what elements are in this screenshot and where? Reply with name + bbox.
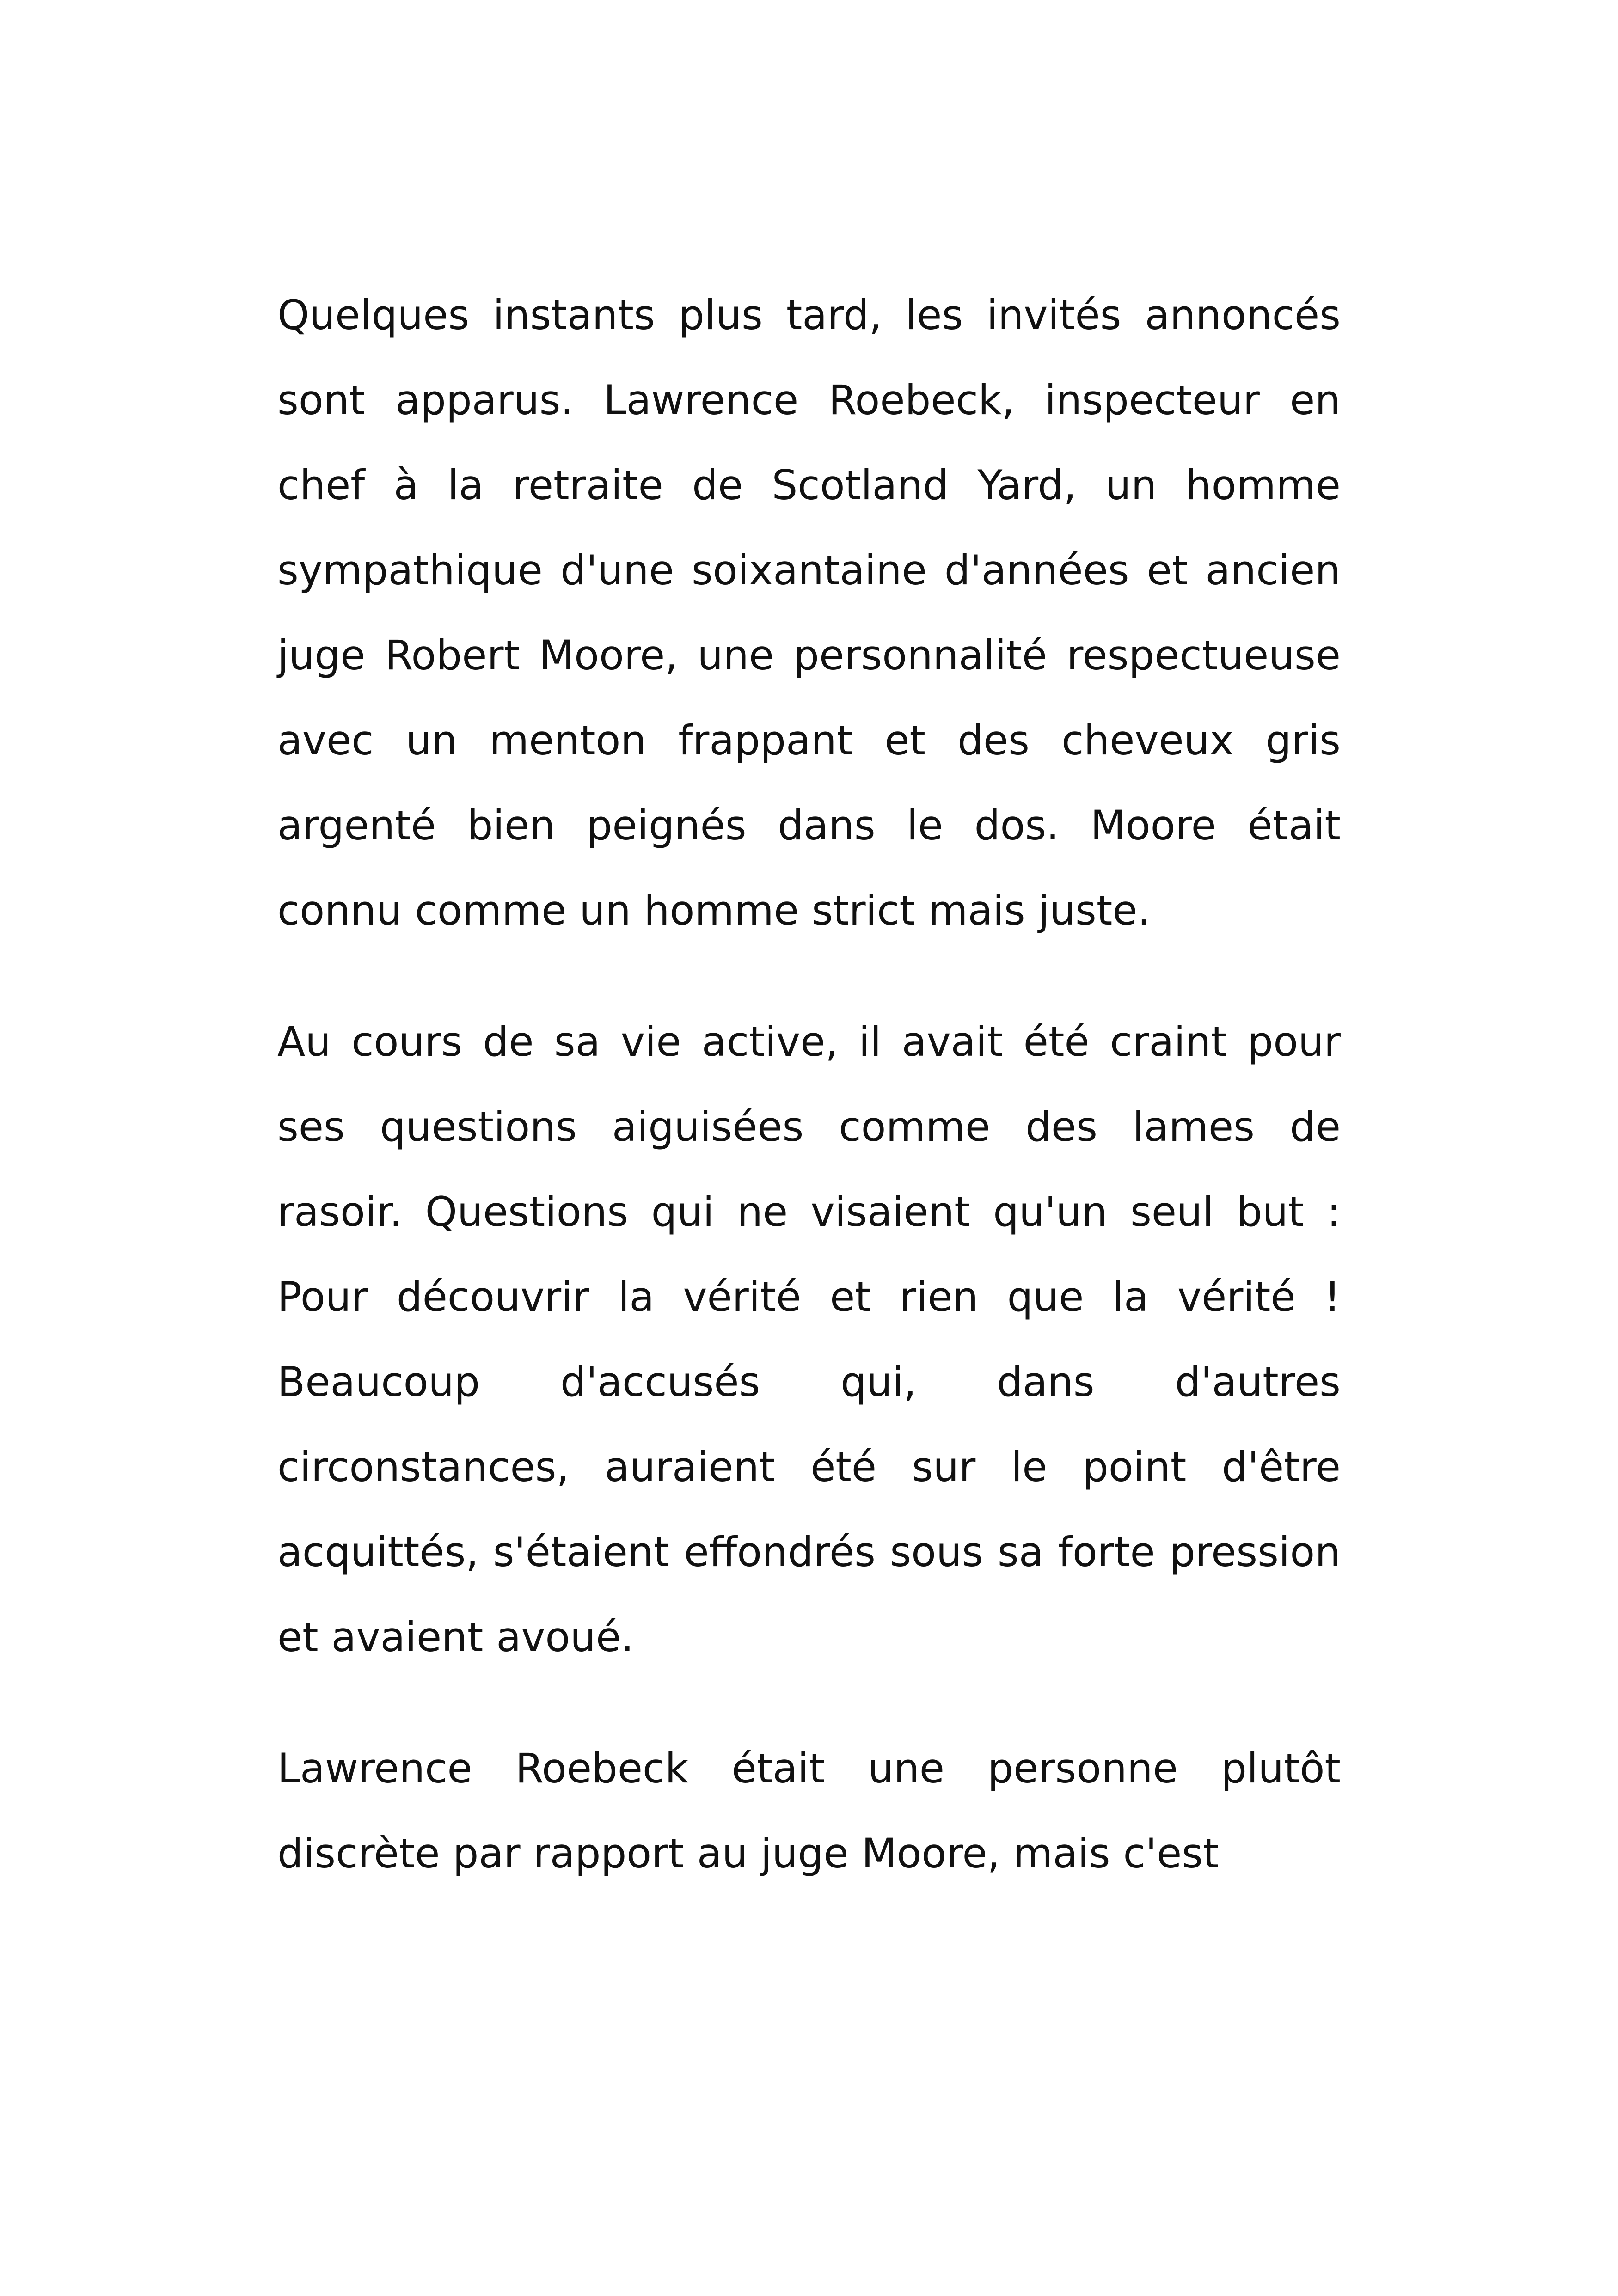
- paragraph-2: Au cours de sa vie active, il avait été craint pour ses questions aiguisées comme des lames de rasoir. Questions qui ne visaient qu'un seul but : Pour découvrir la vérité et rien que la vérité ! Beaucoup d'accusés qui, dans d'autres circonstances, auraient été sur le point d'être acquittés, s'étaient effondrés sous sa forte pression et avaient avoué.: [277, 1018, 1341, 1661]
- paragraph-1: Quelques instants plus tard, les invités annoncés sont apparus. Lawrence Roebeck, inspecteur en chef à la retraite de Scotland Yard, un homme sympathique d'une soixantaine d'années et ancien juge Robert Moore, une personnalité respectueuse avec un menton frappant et des cheveux gris argenté bien peignés dans le dos. Moore était connu comme un homme strict mais juste.: [277, 291, 1341, 934]
- paragraph-3: Lawrence Roebeck était une personne plutôt discrète par rapport au juge Moore, mais c'est: [277, 1745, 1341, 1877]
- body-text: [277, 273, 1341, 1896]
